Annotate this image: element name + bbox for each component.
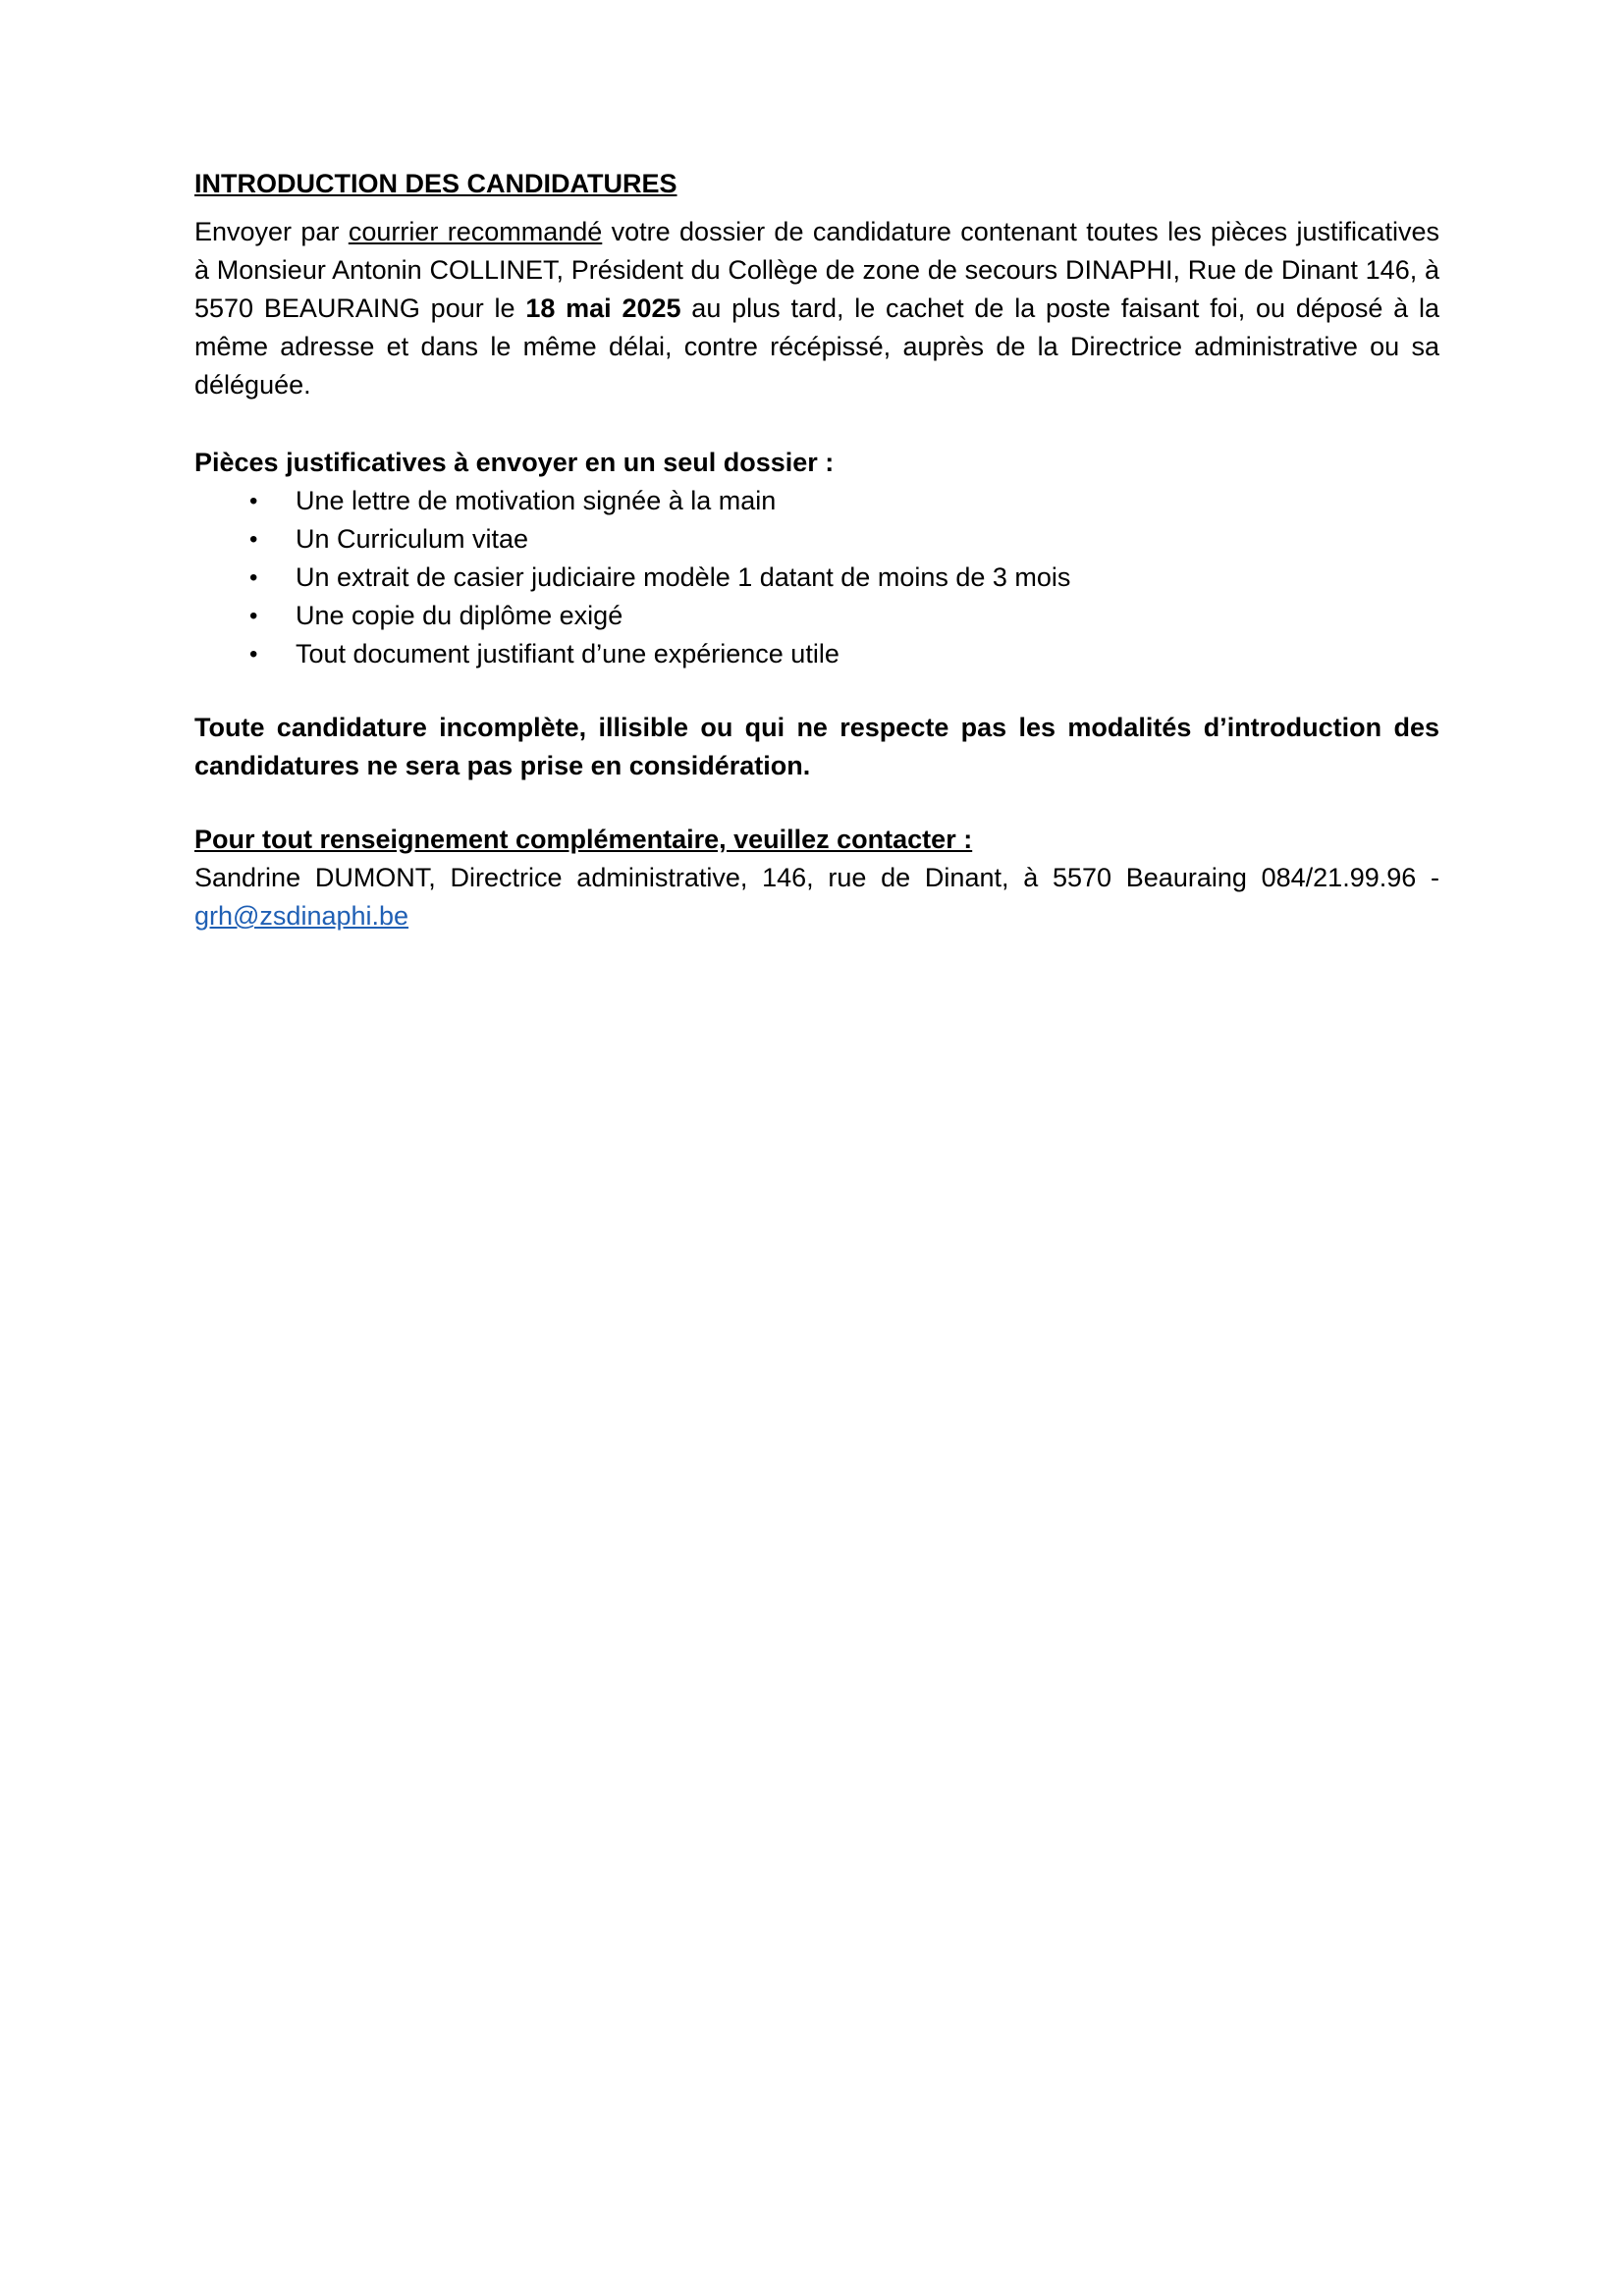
document-content	[194, 165, 1439, 935]
bullet-icon: •	[249, 526, 258, 553]
intro-paragraph	[194, 213, 1439, 404]
intro-text-2: votre dossier de candidature contenant toutes les pièces justificatives à Monsieur Antonin COLLINET, Président du Collège de zone de secours DINAPHI, Rue de Dinant 146, à 5570 BEAURAING pour le	[194, 217, 1440, 323]
list-item	[194, 482, 1439, 520]
intro-registered-mail: courrier recommandé	[348, 217, 603, 246]
section-heading: INTRODUCTION DES CANDIDATURES	[194, 169, 677, 198]
list-item-text: Tout document justifiant d’une expérience utile	[296, 639, 839, 668]
bullet-icon: •	[249, 564, 258, 591]
intro-deadline: 18 mai 2025	[525, 294, 681, 323]
list-item	[194, 597, 1439, 635]
intro-text-3: au plus tard, le cachet de la poste faisant foi, ou déposé à la même adresse et dans le même délai, contre récépissé, auprès de la Directrice administrative ou sa déléguée.	[194, 294, 1440, 400]
contact-title: Pour tout renseignement complémentaire, veuillez contacter :	[194, 825, 973, 854]
list-item	[194, 559, 1439, 597]
intro-text-1: Envoyer par	[194, 217, 349, 246]
list-item-text: Un Curriculum vitae	[296, 524, 529, 554]
bullet-icon: •	[249, 641, 258, 667]
bullet-icon: •	[249, 488, 258, 514]
contact-email-link[interactable]: grh@zsdinaphi.be	[194, 901, 409, 931]
incomplete-warning: Toute candidature incomplète, illisible ou qui ne respecte pas les modalités d’introduction des candidatures ne sera pas prise en considération.	[194, 713, 1439, 780]
list-item-text: Une copie du diplôme exigé	[296, 601, 623, 630]
list-item-text: Un extrait de casier judiciaire modèle 1 datant de moins de 3 mois	[296, 562, 1071, 592]
bullet-icon: •	[249, 603, 258, 629]
list-item	[194, 635, 1439, 673]
contact-details: Sandrine DUMONT, Directrice administrative, 146, rue de Dinant, à 5570 Beauraing 084/21.99.96 -	[194, 863, 1439, 892]
list-item-text: Une lettre de motivation signée à la main	[296, 486, 777, 515]
list-item	[194, 520, 1439, 559]
pieces-list	[194, 482, 1439, 673]
pieces-title: Pièces justificatives à envoyer en un seul dossier :	[194, 448, 835, 477]
